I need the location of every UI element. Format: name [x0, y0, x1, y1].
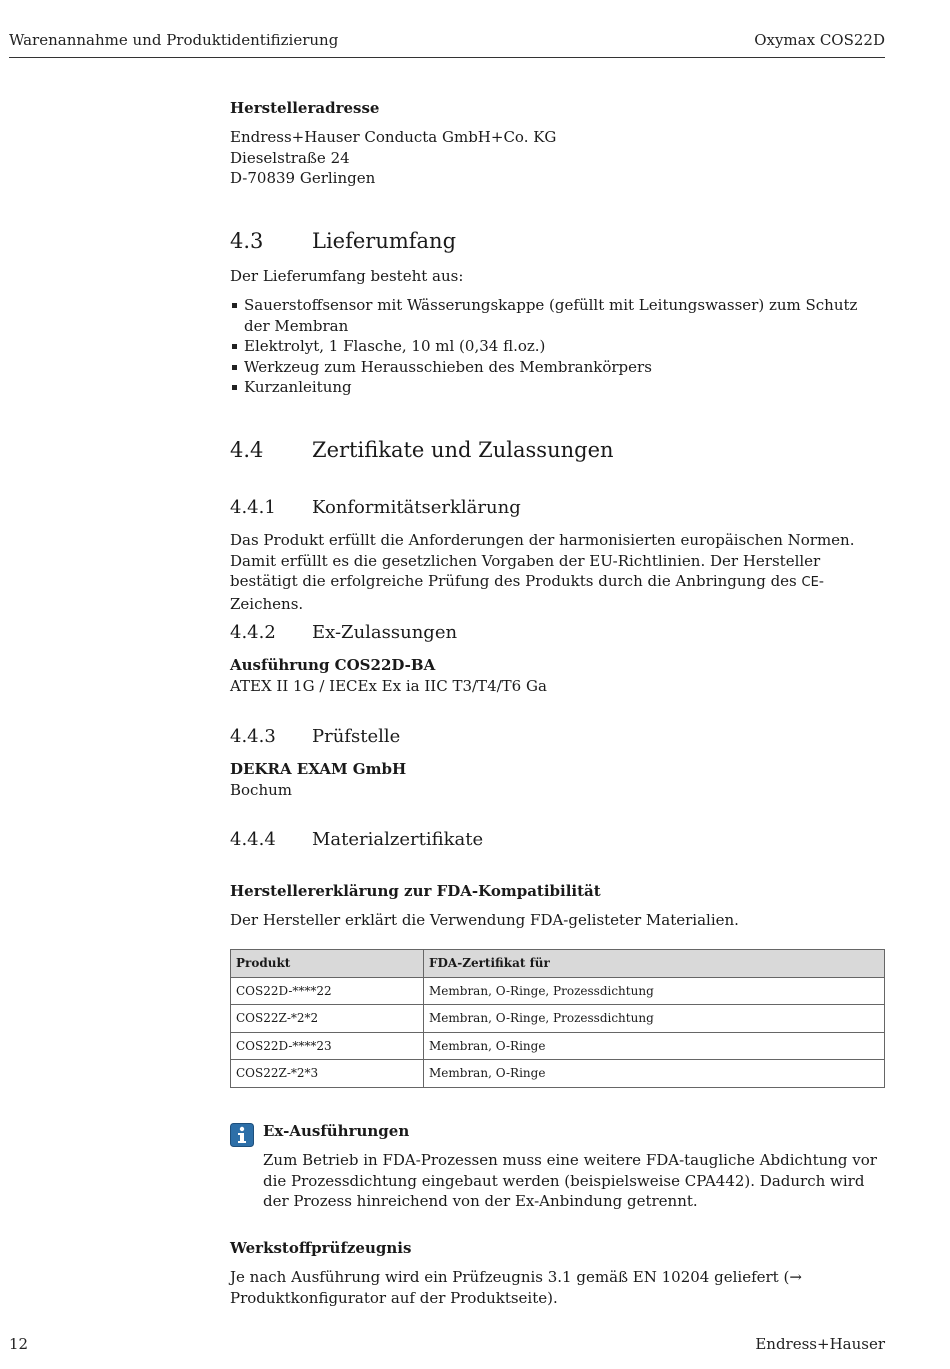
section-title: Ex-Zulassungen: [312, 622, 458, 643]
running-header-right: Oxymax COS22D: [754, 31, 885, 49]
section-heading-testing: [230, 726, 885, 747]
address-line: Dieselstraße 24: [230, 148, 350, 167]
section-title: Lieferumfang: [312, 229, 457, 253]
running-header-left: Warenannahme und Produktidentifizierung: [9, 31, 339, 49]
list-item: Sauerstoffsensor mit Wässerungskappe (gefüllt mit Leitungswasser) zum Schutz der Membran: [230, 295, 885, 336]
section-heading-conformity: [230, 497, 885, 518]
section-number: 4.4.1: [230, 497, 276, 518]
table-cell: COS22Z-*2*2: [231, 1005, 424, 1033]
note-text: Zum Betrieb in FDA-Prozessen muss eine weitere FDA-taugliche Abdichtung vor die Prozessdichtung eingebaut werden (beispielsweise CPA442). Dadurch wird der Prozess hinreichend von der Ex-Anbindung getrennt.: [263, 1151, 877, 1210]
address-line: Endress+Hauser Conducta GmbH+Co. KG: [230, 128, 557, 146]
section-title: Konformitätserklärung: [312, 497, 521, 518]
footer-brand: Endress+Hauser: [755, 1335, 885, 1353]
table-cell: COS22D-****22: [231, 977, 424, 1005]
section-number: 4.4.3: [230, 726, 276, 747]
table-cell: COS22Z-*2*3: [231, 1060, 424, 1088]
list-item: Werkzeug zum Herausschieben des Membrankörpers: [230, 357, 885, 378]
header-rule: [9, 57, 885, 58]
section-number: 4.4.4: [230, 829, 276, 850]
section-title: Prüfstelle: [312, 726, 401, 747]
section-title: Zertifikate und Zulassungen: [312, 438, 614, 462]
table-row: [231, 1032, 885, 1060]
section-heading-certs: [230, 438, 885, 462]
table-cell: Membran, O-Ringe: [424, 1060, 885, 1088]
list-item: Elektrolyt, 1 Flasche, 10 ml (0,34 fl.oz.): [230, 336, 885, 357]
ex-approval: ATEX II 1G / IECEx Ex ia IIC T3/T4/T6 Ga: [230, 677, 547, 695]
section-heading-scope: [230, 229, 885, 253]
scope-list: [230, 295, 885, 398]
table-cell: Membran, O-Ringe, Prozessdichtung: [424, 1005, 885, 1033]
list-item: Kurzanleitung: [230, 377, 885, 398]
address-line: D-70839 Gerlingen: [230, 169, 376, 187]
table-row: [231, 1060, 885, 1088]
table-row: [231, 977, 885, 1005]
column-header: Produkt: [231, 950, 424, 978]
column-header: FDA-Zertifikat für: [424, 950, 885, 978]
fda-heading: Herstellererklärung zur FDA-Kompatibilität: [230, 882, 601, 900]
table-header-row: [231, 950, 885, 978]
note-title: Ex-Ausführungen: [263, 1122, 410, 1140]
ex-variant: Ausführung COS22D-BA: [230, 656, 436, 674]
conformity-text: [230, 530, 885, 614]
inspection-text: Je nach Ausführung wird ein Prüfzeugnis 3.1 gemäß EN 10204 geliefert (→ Produktkonfigurator auf der Produktseite).: [230, 1268, 802, 1307]
conformity-text-end: -Zeichens.: [230, 572, 824, 613]
table-cell: Membran, O-Ringe, Prozessdichtung: [424, 977, 885, 1005]
section-heading-ex: [230, 622, 885, 643]
table-row: [231, 1005, 885, 1033]
fda-table: [230, 949, 885, 1088]
inspection-heading: Werkstoffprüfzeugnis: [230, 1239, 412, 1257]
section-number: 4.4: [230, 438, 264, 462]
conformity-text-main: Das Produkt erfüllt die Anforderungen der harmonisierten europäischen Normen. Damit erfüllt es die gesetzlichen Vorgaben der EU-Richtlinien. Der Hersteller bestätigt die erfolgreiche Prüfung des Produkts durch die Anbringung des: [230, 531, 855, 590]
section-number: 4.3: [230, 229, 264, 253]
section-heading-material: [230, 829, 885, 850]
fda-text: Der Hersteller erklärt die Verwendung FDA-gelisteter Materialien.: [230, 911, 739, 929]
testing-body-city: Bochum: [230, 781, 292, 799]
scope-intro: Der Lieferumfang besteht aus:: [230, 267, 464, 285]
page-number: 12: [9, 1335, 29, 1353]
manufacturer-address: [230, 127, 885, 189]
table-cell: COS22D-****23: [231, 1032, 424, 1060]
section-title: Materialzertifikate: [312, 829, 484, 850]
section-number: 4.4.2: [230, 622, 276, 643]
info-icon: [230, 1123, 254, 1147]
manufacturer-heading: Herstelleradresse: [230, 99, 380, 117]
ce-mark: CE: [801, 575, 819, 590]
testing-body-name: DEKRA EXAM GmbH: [230, 760, 407, 778]
table-cell: Membran, O-Ringe: [424, 1032, 885, 1060]
